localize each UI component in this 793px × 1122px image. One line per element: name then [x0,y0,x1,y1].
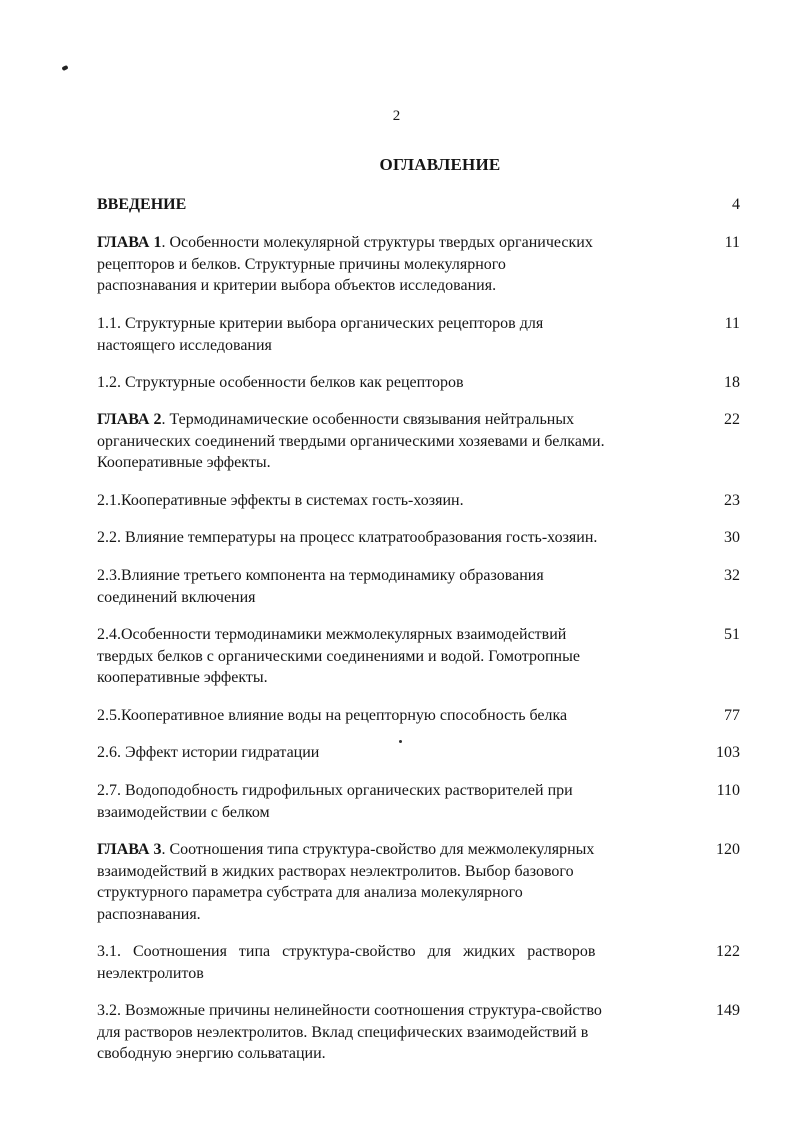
toc-entry-page: 22 [724,411,740,428]
scan-artifact-mark [61,65,68,71]
toc-entry-chapter-1 [97,232,740,297]
toc-entry-line: органических соединений твердыми органическими хозяевами и белками. [97,432,605,450]
toc-entry-section-2-1 [97,490,740,512]
toc-entry-section-2-2 [97,527,740,549]
table-of-contents-title: ОГЛАВЛЕНИЕ [379,155,501,174]
toc-entry-line: 2.6. Эффект истории гидратации [97,744,320,761]
toc-entry-page: 120 [716,841,740,858]
toc-entry-introduction [97,194,740,216]
toc-entry-line: 2.3.Влияние третьего компонента на термодинамику образования [97,567,544,584]
toc-entry-line: для растворов неэлектролитов. Вклад специфических взаимодействий в [97,1023,589,1041]
toc-entry-line: свободную энергию сольватации. [97,1045,326,1062]
toc-entry-section-2-7 [97,780,740,823]
toc-entry-label: ГЛАВА 1 [97,234,162,251]
toc-entry-line: соединений включения [97,588,256,606]
toc-entry-line: 1.2. Структурные особенности белков как рецепторов [97,374,464,391]
toc-entry-page: 103 [716,744,740,761]
toc-entry-line: Кооперативные эффекты. [97,454,271,471]
toc-entry-line: 2.2. Влияние температуры на процесс клатратообразования гость-хозяин. [97,529,598,546]
toc-entry-page: 110 [716,782,740,799]
toc-entry-section-1-2 [97,372,740,394]
toc-entry-line: кооперативные эффекты. [97,669,268,686]
toc-entry-line: 2.7. Водоподобность гидрофильных органических растворителей при [97,782,573,799]
toc-entry-chapter-3 [97,839,740,925]
toc-entry-page: 32 [724,567,740,584]
toc-entry-section-3-2 [97,1000,740,1065]
toc-entry-page: 4 [732,196,740,213]
toc-entry-line: неэлектролитов [97,964,204,982]
toc-entry-page: 18 [724,374,740,391]
toc-entry-page: 122 [716,943,740,960]
toc-entry-line: 2.4.Особенности термодинамики межмолекулярных взаимодействий [97,626,567,643]
toc-entry-line: твердых белков с органическими соединениями и водой. Гомотропные [97,647,580,665]
toc-entry-section-2-3 [97,565,740,608]
toc-entry-section-2-6 [97,742,740,764]
toc-entry-line: 1.1. Структурные критерии выбора органических рецепторов для [97,315,544,332]
toc-entry-line: 2.5.Кооперативное влияние воды на рецепторную способность белка [97,707,568,724]
toc-entry-line: структурного параметра субстрата для анализа молекулярного [97,884,523,901]
toc-entry-page: 11 [724,315,740,332]
toc-entry-page: 149 [716,1002,740,1019]
toc-entry-line: распознавания. [97,905,201,923]
toc-entry-label: ГЛАВА 3 [97,841,162,858]
toc-entry-page: 51 [724,626,740,643]
toc-entry-section-3-1 [97,941,740,984]
toc-entry-page: 77 [724,707,740,724]
toc-entry-line: распознавания и критерии выбора объектов исследования. [97,277,497,294]
toc-entry-page: 23 [724,492,740,509]
toc-entry-page: 11 [724,234,740,251]
page-number: 2 [392,108,401,124]
toc-entry-line: взаимодействии с белком [97,803,270,821]
toc-entry-line: рецепторов и белков. Структурные причины молекулярного [97,255,506,273]
toc-entry-line: 3.2. Возможные причины нелинейности соотношения структура-свойство [97,1002,602,1019]
toc-entry-label: ГЛАВА 2 [97,411,162,428]
toc-entry-line: 2.1.Кооперативные эффекты в системах гость-хозяин. [97,492,464,509]
toc-entry-section-2-4 [97,624,740,689]
toc-entry-page: 30 [724,529,740,546]
toc-entry-line: взаимодействий в жидких растворах неэлектролитов. Выбор базового [97,862,574,880]
toc-entry-line: . Термодинамические особенности связывания нейтральных [161,411,575,428]
toc-entry-line: . Особенности молекулярной структуры твердых органических [161,234,593,251]
toc-entry-line: настоящего исследования [97,336,272,354]
toc-entry-line: . Соотношения типа структура-свойство для межмолекулярных [161,841,595,858]
toc-entry-section-2-5 [97,705,740,727]
toc-entry-chapter-2 [97,409,740,474]
toc-entry-label: ВВЕДЕНИЕ [97,196,187,213]
toc-entry-line: 3.1. Соотношения типа структура-свойство для жидких растворов [97,943,596,960]
toc-entry-section-1-1 [97,313,740,356]
